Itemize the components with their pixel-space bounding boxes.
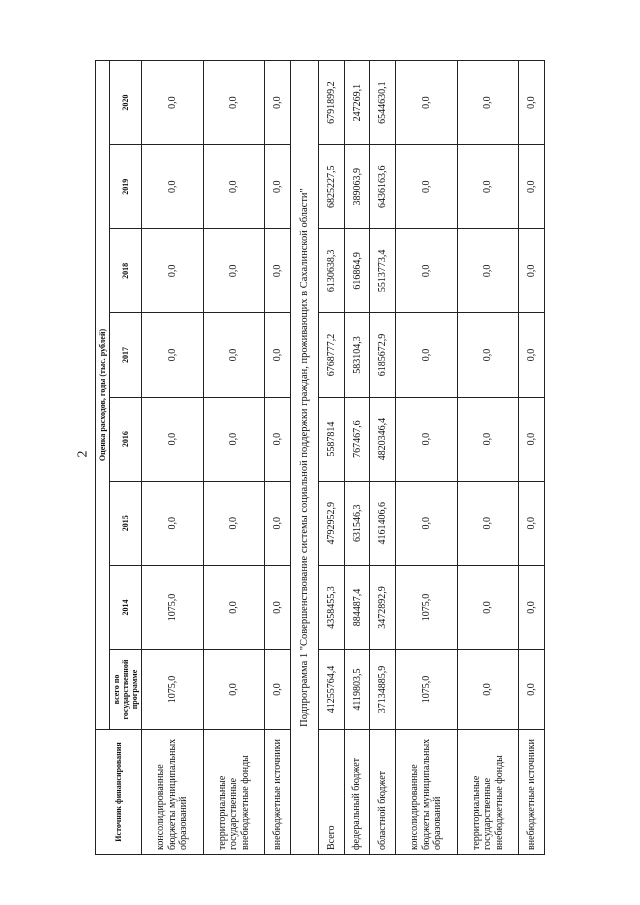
table-cell: 0,0 — [519, 481, 545, 565]
table-cell: 0,0 — [203, 565, 265, 649]
table-cell: 0,0 — [519, 313, 545, 397]
table-cell: 41255764,4 — [318, 650, 344, 730]
table-cell: 0,0 — [519, 565, 545, 649]
table-row — [265, 61, 291, 855]
table-cell: 1075,0 — [142, 650, 204, 730]
table-row — [318, 61, 344, 855]
header-year: 2015 — [110, 481, 142, 565]
table-cell: 0,0 — [396, 61, 458, 145]
table-cell: 0,0 — [203, 481, 265, 565]
row-label: территориальные государственные внебюджетные фонды — [203, 730, 265, 855]
row-label: внебюджетные источники — [519, 730, 545, 855]
header-year: 2019 — [110, 145, 142, 229]
row-label: Всего — [318, 730, 344, 855]
budget-table — [95, 60, 545, 855]
table-cell: 616864,9 — [344, 229, 370, 313]
table-cell: 0,0 — [142, 145, 204, 229]
table-cell: 0,0 — [457, 481, 519, 565]
table-cell: 0,0 — [396, 397, 458, 481]
table-cell: 884487,4 — [344, 565, 370, 649]
table-cell: 0,0 — [142, 229, 204, 313]
table-row — [344, 61, 370, 855]
table-cell: 0,0 — [519, 650, 545, 730]
table-cell: 0,0 — [396, 481, 458, 565]
table-cell: 0,0 — [396, 229, 458, 313]
table-cell: 6436163,6 — [370, 145, 396, 229]
table-cell: 0,0 — [203, 650, 265, 730]
table-cell: 6768777,2 — [318, 313, 344, 397]
row-label: территориальные государственные внебюджетные фонды — [457, 730, 519, 855]
budget-table-sheet — [95, 60, 545, 855]
table-cell: 247269,1 — [344, 61, 370, 145]
table-cell: 4119803,5 — [344, 650, 370, 730]
table-cell: 0,0 — [519, 397, 545, 481]
table-cell: 4820346,4 — [370, 397, 396, 481]
table-cell: 6185672,9 — [370, 313, 396, 397]
table-cell: 4792952,9 — [318, 481, 344, 565]
table-cell: 1075,0 — [142, 565, 204, 649]
table-cell: 0,0 — [265, 650, 291, 730]
table-cell: 5513773,4 — [370, 229, 396, 313]
table-cell: 4358455,3 — [318, 565, 344, 649]
table-cell: 0,0 — [457, 229, 519, 313]
table-row — [142, 61, 204, 855]
table-cell: 631546,3 — [344, 481, 370, 565]
table-cell: 0,0 — [457, 565, 519, 649]
row-label: областной бюджет — [370, 730, 396, 855]
table-cell: 0,0 — [142, 481, 204, 565]
table-cell: 0,0 — [142, 397, 204, 481]
table-cell: 583104,3 — [344, 313, 370, 397]
table-cell: 5587814 — [318, 397, 344, 481]
row-label: консолидированные бюджеты муниципальных образований — [396, 730, 458, 855]
table-cell: 0,0 — [457, 313, 519, 397]
header-year: 2018 — [110, 229, 142, 313]
table-cell: 0,0 — [519, 145, 545, 229]
table-cell: 767467,6 — [344, 397, 370, 481]
table-cell: 0,0 — [265, 397, 291, 481]
table-cell: 0,0 — [203, 61, 265, 145]
header-year: 2020 — [110, 61, 142, 145]
header-year: 2016 — [110, 397, 142, 481]
table-cell: 0,0 — [457, 397, 519, 481]
table-row — [396, 61, 458, 855]
table-cell: 0,0 — [203, 145, 265, 229]
subprogram-title: Подпрограмма 1 "Совершенствование системы социальной поддержки граждан, проживающих в Сахалинской области" — [290, 61, 318, 855]
header-year: 2017 — [110, 313, 142, 397]
table-cell: 1075,0 — [396, 565, 458, 649]
table-cell: 0,0 — [519, 229, 545, 313]
table-row — [203, 61, 265, 855]
table-cell: 1075,0 — [396, 650, 458, 730]
row-label: внебюджетные источники — [265, 730, 291, 855]
table-cell: 0,0 — [396, 145, 458, 229]
table-cell: 0,0 — [396, 313, 458, 397]
row-label: федеральный бюджет — [344, 730, 370, 855]
table-cell: 3472892,9 — [370, 565, 396, 649]
table-cell: 0,0 — [142, 313, 204, 397]
table-cell: 0,0 — [265, 565, 291, 649]
table-row — [370, 61, 396, 855]
table-cell: 37134885,9 — [370, 650, 396, 730]
table-cell: 6130638,3 — [318, 229, 344, 313]
table-cell: 0,0 — [265, 61, 291, 145]
table-cell: 389063,9 — [344, 145, 370, 229]
header-year: 2014 — [110, 565, 142, 649]
table-cell: 0,0 — [265, 481, 291, 565]
header-source: Источник финансирования — [96, 730, 142, 855]
table-cell: 0,0 — [519, 61, 545, 145]
header-estimate: Оценка расходов, годы (тыс. рублей) — [96, 61, 110, 730]
table-cell: 0,0 — [457, 61, 519, 145]
table-cell: 4161406,6 — [370, 481, 396, 565]
header-total: всего по государственной программе — [110, 650, 142, 730]
table-cell: 0,0 — [203, 397, 265, 481]
row-label: консолидированные бюджеты муниципальных образований — [142, 730, 204, 855]
table-cell: 0,0 — [265, 145, 291, 229]
table-cell: 6791899,2 — [318, 61, 344, 145]
table-cell: 0,0 — [265, 229, 291, 313]
table-cell: 6825227,5 — [318, 145, 344, 229]
table-row — [457, 61, 519, 855]
table-cell: 0,0 — [203, 313, 265, 397]
page-number: 2 — [75, 450, 91, 458]
table-row — [519, 61, 545, 855]
table-cell: 0,0 — [457, 650, 519, 730]
table-cell: 0,0 — [203, 229, 265, 313]
table-cell: 0,0 — [265, 313, 291, 397]
table-cell: 0,0 — [457, 145, 519, 229]
table-cell: 6544630,1 — [370, 61, 396, 145]
table-cell: 0,0 — [142, 61, 204, 145]
